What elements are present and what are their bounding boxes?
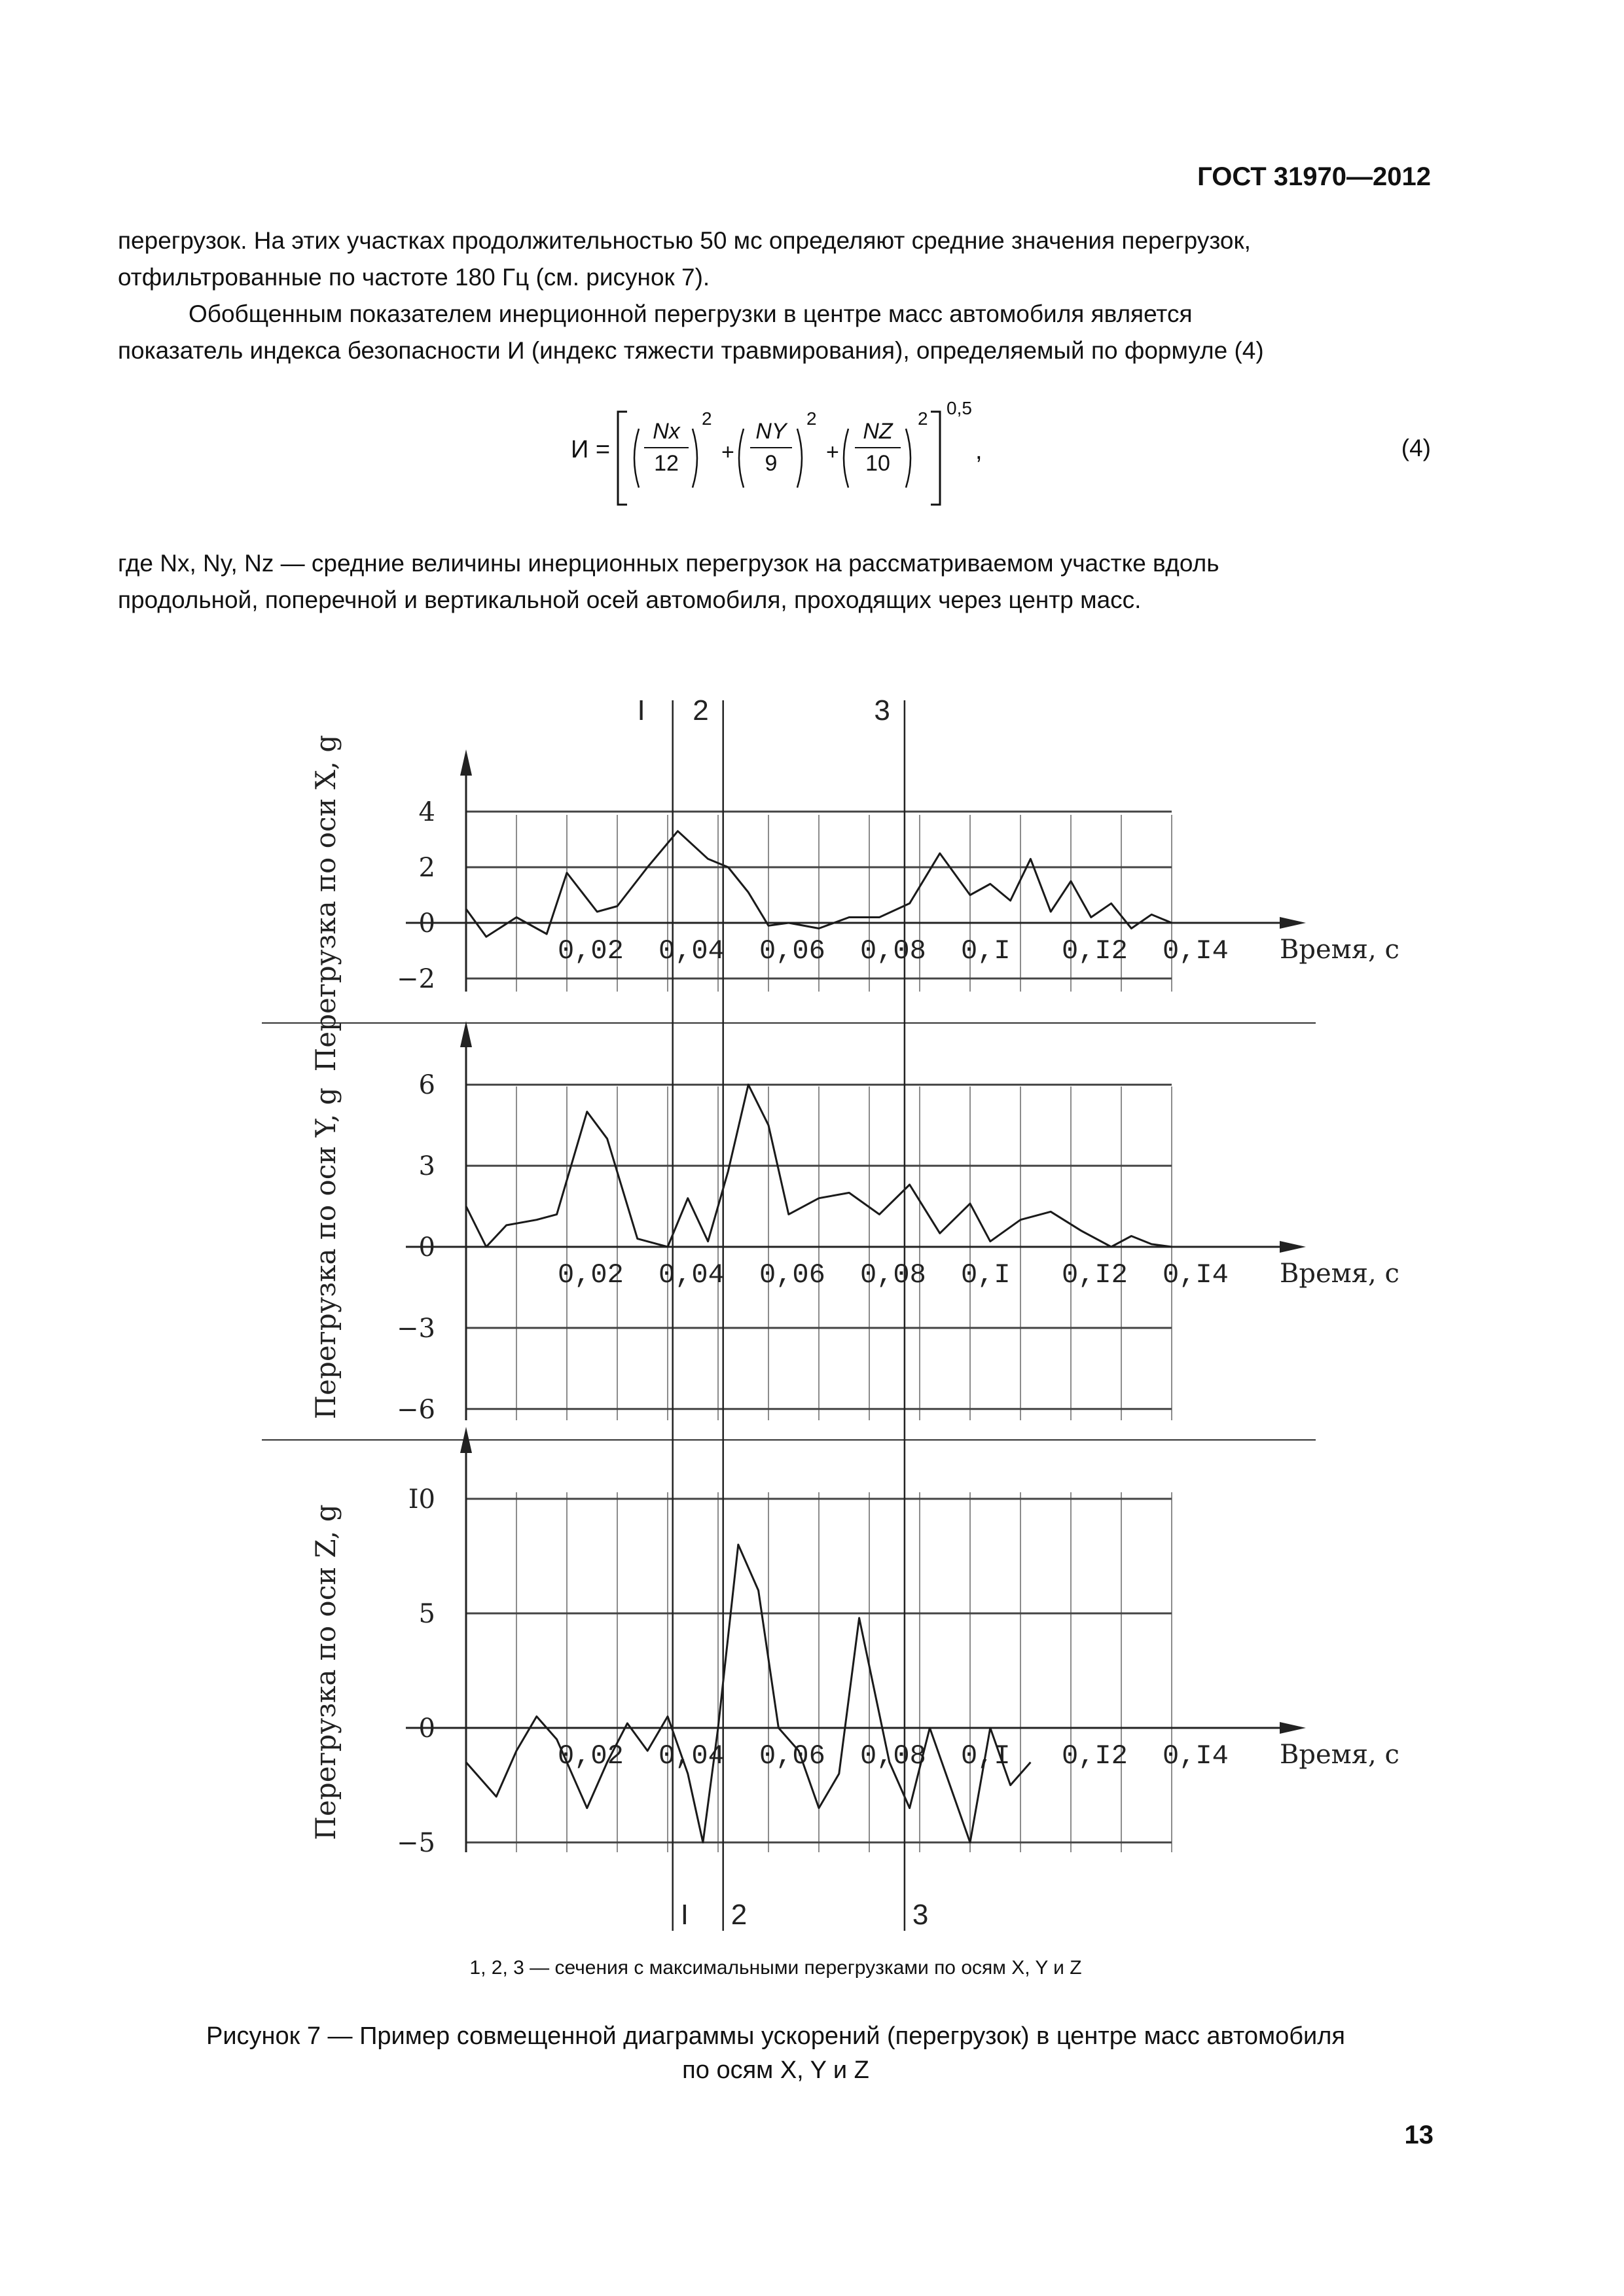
y-axis-title: Перегрузка по оси X, g xyxy=(310,734,342,1072)
x-tick-label: 0,08 xyxy=(860,935,926,967)
x-tick-label: 0,08 xyxy=(860,1259,926,1291)
x-tick-label: 0,08 xyxy=(860,1740,926,1772)
formula-term-z-denominator: 10 xyxy=(865,451,890,476)
figure-legend-note: 1, 2, 3 — сечения с максимальными перегрузками по осям X, Y и Z xyxy=(469,1957,1082,1979)
formula-comma: , xyxy=(975,437,983,465)
figure-caption-line-1: Рисунок 7 — Пример совмещенной диаграммы ускорений (перегрузок) в центре масс автомобиля xyxy=(206,2022,1345,2050)
x-tick-label: 0,02 xyxy=(558,1259,624,1291)
formula-power: 0,5 xyxy=(947,398,972,418)
y-axis-arrow xyxy=(460,749,472,776)
document-header: ГОСТ 31970—2012 xyxy=(1197,162,1431,191)
page-number: 13 xyxy=(1404,2121,1434,2149)
x-axis-title: Время, с xyxy=(1280,1259,1399,1289)
y-tick-label: I0 xyxy=(408,1484,435,1515)
section-label-bottom: 2 xyxy=(731,1899,748,1931)
formula-square-3: 2 xyxy=(918,408,928,429)
y-tick-label: 4 xyxy=(418,797,435,827)
x-tick-label: 0,06 xyxy=(759,935,825,967)
x-tick-label: 0,02 xyxy=(558,1740,624,1772)
formula-term-y-numerator: NY xyxy=(750,419,792,448)
section-label-top: 3 xyxy=(874,694,890,726)
y-tick-label: 3 xyxy=(418,1151,435,1182)
x-tick-label: 0,I4 xyxy=(1163,1740,1229,1772)
formula-square-1: 2 xyxy=(702,408,712,429)
y-axis-title: Перегрузка по оси Z, g xyxy=(310,1504,342,1840)
y-tick-label: 0 xyxy=(418,1232,435,1263)
section-label-bottom: I xyxy=(680,1899,689,1931)
y-tick-label: −5 xyxy=(397,1828,435,1858)
section-label-bottom: 3 xyxy=(912,1899,929,1931)
y-axis-title: Перегрузка по оси Y, g xyxy=(310,1087,342,1420)
x-tick-label: 0,I4 xyxy=(1163,1259,1229,1291)
y-tick-label: 6 xyxy=(418,1070,435,1101)
paragraph-3-line-2: продольной, поперечной и вертикальной осей автомобиля, проходящих через центр масс. xyxy=(118,586,1142,613)
x-tick-label: 0,I4 xyxy=(1163,935,1229,967)
x-tick-label: 0,02 xyxy=(558,935,624,967)
paragraph-2-line-1: Обобщенным показателем инерционной перегрузки в центре масс автомобиля является xyxy=(189,300,1193,327)
y-tick-label: 0 xyxy=(418,1713,435,1744)
y-tick-label: −3 xyxy=(397,1313,435,1344)
formula-term-x-denominator: 12 xyxy=(654,451,679,476)
data-series-line xyxy=(466,1545,1030,1842)
formula-plus-1: + xyxy=(721,440,734,465)
formula-term-y-denominator: 9 xyxy=(765,451,778,476)
x-tick-label: 0,I xyxy=(961,1740,1011,1772)
y-tick-label: 0 xyxy=(418,908,435,939)
formula-term-z-numerator: NZ xyxy=(855,419,901,448)
x-tick-label: 0,06 xyxy=(759,1740,825,1772)
x-tick-label: 0,I xyxy=(961,1259,1011,1291)
x-axis-arrow xyxy=(1280,1241,1306,1253)
paragraph-3-line-1: где Nx, Ny, Nz — средние величины инерционных перегрузок на рассматриваемом участке вдоль xyxy=(118,550,1219,577)
section-label-top: I xyxy=(637,694,645,726)
equation-number: (4) xyxy=(1401,435,1431,461)
y-axis-arrow xyxy=(460,1021,472,1047)
figure-caption-line-2: по осям X, Y и Z xyxy=(682,2056,869,2084)
paragraph-1-line-1: перегрузок. На этих участках продолжительностью 50 мс определяют средние значения перегрузок, xyxy=(118,227,1251,254)
figure-caption xyxy=(118,2019,1434,2087)
paragraph-1-line-2: отфильтрованные по частоте 180 Гц (см. рисунок 7). xyxy=(118,264,710,291)
y-tick-label: 2 xyxy=(418,853,435,883)
x-tick-label: 0,04 xyxy=(659,1740,725,1772)
x-tick-label: 0,06 xyxy=(759,1259,825,1291)
formula-lhs: И = xyxy=(571,436,611,463)
formula-plus-2: + xyxy=(826,440,839,465)
y-tick-label: 5 xyxy=(418,1599,435,1629)
section-label-top: 2 xyxy=(693,694,709,726)
formula-square-2: 2 xyxy=(806,408,817,429)
x-tick-label: 0,04 xyxy=(659,935,725,967)
x-tick-label: 0,I2 xyxy=(1062,1259,1128,1291)
x-tick-label: 0,I xyxy=(961,935,1011,967)
x-axis-arrow xyxy=(1280,917,1306,929)
y-tick-label: −6 xyxy=(397,1394,435,1425)
paragraph-2-line-2: показатель индекса безопасности И (индекс тяжести травмирования), определяемый по формуле (4) xyxy=(118,337,1264,364)
x-axis-arrow xyxy=(1280,1722,1306,1734)
x-axis-title: Время, с xyxy=(1280,935,1399,965)
x-tick-label: 0,04 xyxy=(659,1259,725,1291)
formula-term-x-numerator: Nx xyxy=(644,419,689,448)
x-tick-label: 0,I2 xyxy=(1062,935,1128,967)
x-axis-title: Время, с xyxy=(1280,1740,1399,1770)
y-tick-label: −2 xyxy=(397,964,435,994)
x-tick-label: 0,I2 xyxy=(1062,1740,1128,1772)
